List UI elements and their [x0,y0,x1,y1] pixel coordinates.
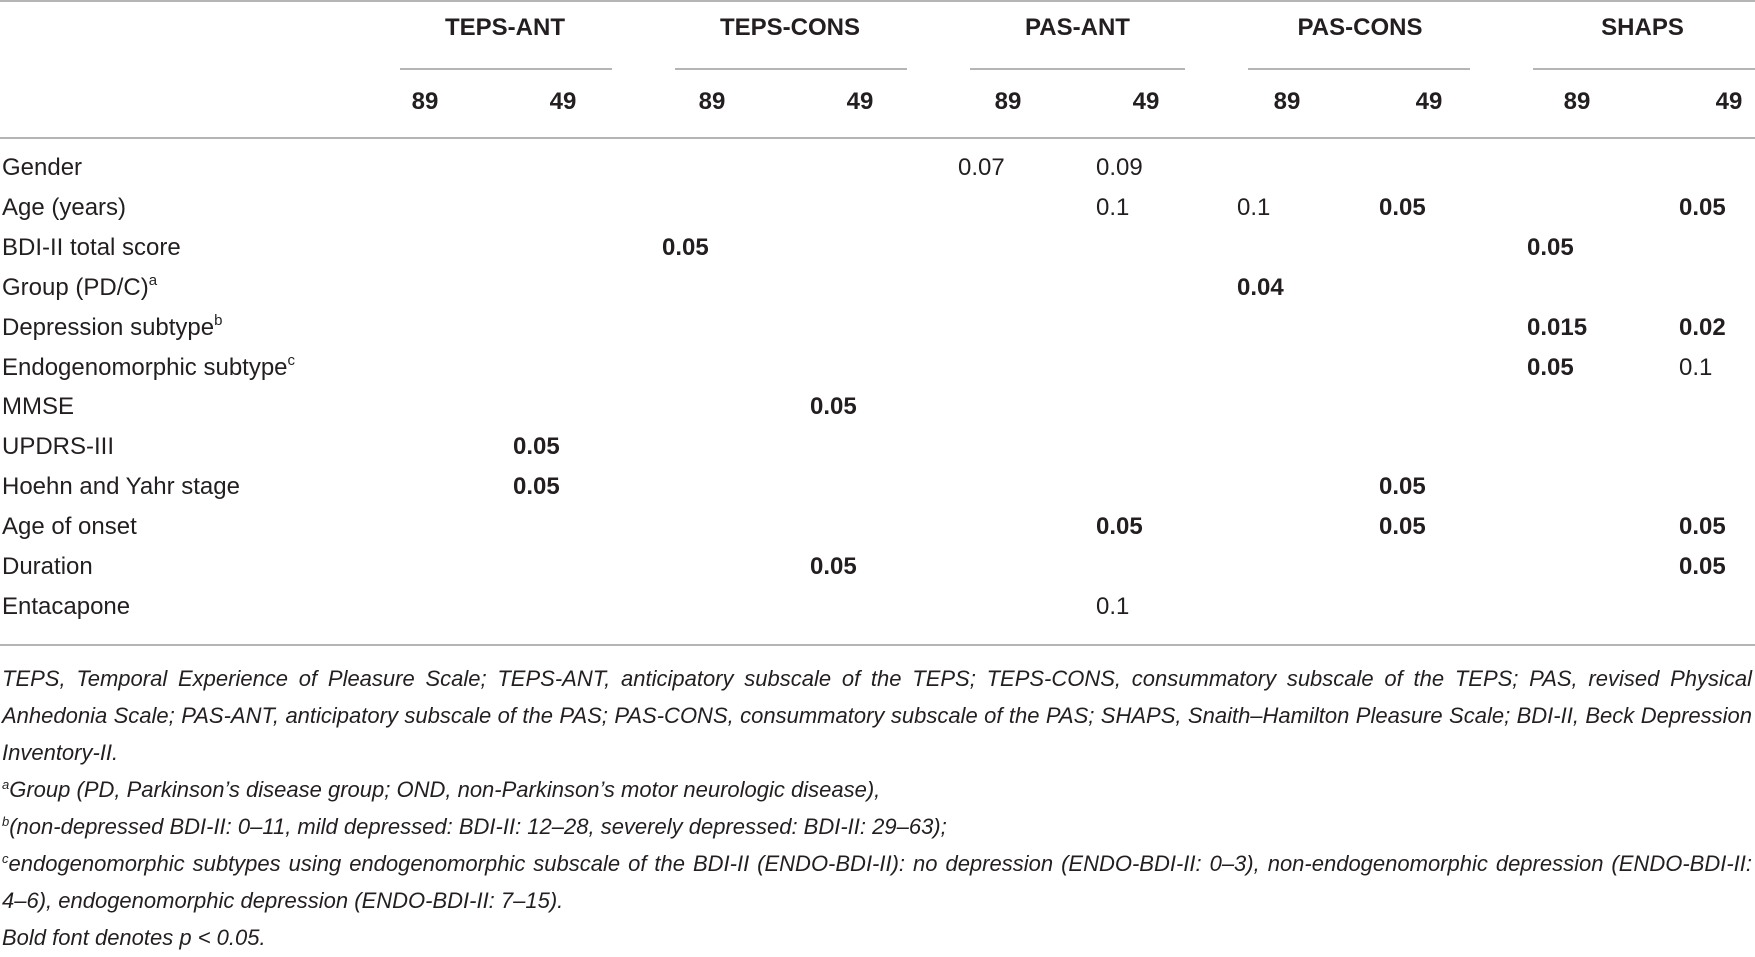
table-cell: 0.1 [1679,354,1713,381]
table-cell: 0.02 [1679,314,1726,341]
group-header: SHAPS [1601,14,1684,41]
row-label-text: Age of onset [2,513,137,540]
table-cell: 0.07 [958,154,1005,181]
row-label [2,393,74,421]
row-label [2,354,295,382]
table-cell: 0.05 [810,393,857,420]
row-label-text: BDI-II total score [2,234,181,261]
group-underline [970,68,1185,70]
table-cell: 0.05 [1679,194,1726,221]
table-cell: 0.015 [1527,314,1588,341]
row-label [2,234,181,262]
top-rule [0,0,1755,2]
abbreviations-note: TEPS, Temporal Experience of Pleasure Scale; TEPS-ANT, anticipatory subscale of the TEPS; TEPS-CONS, consummatory subscale of the TEPS; PAS, revised Physical Anhedonia Scale; PAS-ANT, anticipatory subscale of the PAS; PAS-CONS, consummatory subscale of the PAS; SHAPS, Snaith–Hamilton Pleasure Scale; BDI-II, Beck Depression Inventory-II. [2,666,1752,765]
table-cell: 0.05 [1379,473,1426,500]
subheader: 89 [994,88,1022,115]
table-footnotes [2,660,1752,956]
subheader: 49 [1415,88,1443,115]
subheader: 89 [411,88,439,115]
row-label [2,274,157,302]
group-underline [675,68,907,70]
row-label-footnote-mark: b [214,312,223,329]
subheader: 49 [1132,88,1160,115]
row-label [2,314,222,342]
group-underline [400,68,612,70]
table-cell: 0.05 [1096,513,1143,540]
table-cell: 0.1 [1096,194,1130,221]
footnote-b [2,808,1752,845]
table-cell: 0.05 [513,473,560,500]
row-label [2,194,126,222]
row-label-footnote-mark: c [287,352,296,369]
subheader: 49 [846,88,874,115]
table-cell: 0.05 [1379,194,1426,221]
table-cell: 0.04 [1237,274,1284,301]
row-label-footnote-mark: a [148,272,158,289]
row-label-text: Depression subtype [2,314,215,341]
table-cell: 0.05 [810,553,857,580]
row-label [2,593,130,621]
subheader: 89 [698,88,726,115]
table-cell: 0.1 [1237,194,1271,221]
footnote-text: endogenomorphic subtypes using endogenomorphic subscale of the BDI-II (ENDO-BDI-II): no depression (ENDO-BDI-II: 0–3), non-endogenomorphic depression (ENDO-BDI-II: 4–6), endogenomorphic depression (ENDO-BDI-II: 7–15). [2,851,1752,913]
footnote-text: (non-depressed BDI-II: 0–11, mild depressed: BDI-II: 12–28, severely depressed: BDI-II: 29–63); [9,814,947,839]
table-cell: 0.1 [1096,593,1130,620]
footnote-c [2,845,1752,919]
group-header: PAS-ANT [1025,14,1130,41]
row-label-text: Gender [2,154,83,181]
group-header: TEPS-ANT [445,14,565,41]
row-label-text: UPDRS-III [2,433,115,460]
row-label-text: Age (years) [2,194,127,221]
table-cell: 0.05 [1527,234,1574,261]
table-cell: 0.05 [1379,513,1426,540]
header-rule [0,137,1755,139]
row-label-text: Entacapone [2,593,131,620]
subheader: 49 [549,88,577,115]
bold-note: Bold font denotes p < 0.05. [2,925,266,950]
footnote-mark: c [2,851,9,866]
group-underline [1248,68,1470,70]
row-label [2,513,137,541]
row-label-text: Group (PD/C) [2,274,149,301]
row-label [2,553,93,581]
row-label [2,473,240,501]
footnote-mark: b [2,814,10,829]
table-cell: 0.09 [1096,154,1143,181]
table-cell: 0.05 [662,234,709,261]
group-underline [1533,68,1755,70]
subheader: 49 [1715,88,1743,115]
row-label-text: Duration [2,553,93,580]
group-header: TEPS-CONS [719,14,860,41]
group-header: PAS-CONS [1297,14,1423,41]
subheader: 89 [1273,88,1301,115]
row-label-text: Hoehn and Yahr stage [2,473,240,500]
footnote-mark: a [2,777,10,792]
table-cell: 0.05 [1679,553,1726,580]
row-label-text: MMSE [2,393,74,420]
footnote-text: Group (PD, Parkinson’s disease group; OND, non-Parkinson’s motor neurologic disease), [9,777,881,802]
row-label [2,433,114,461]
table-cell: 0.05 [1679,513,1726,540]
bottom-rule [0,644,1755,646]
footnote-a [2,771,1752,808]
table-cell: 0.05 [513,433,560,460]
row-label [2,154,82,182]
row-label-text: Endogenomorphic subtype [2,354,288,381]
table-cell: 0.05 [1527,354,1574,381]
subheader: 89 [1563,88,1591,115]
